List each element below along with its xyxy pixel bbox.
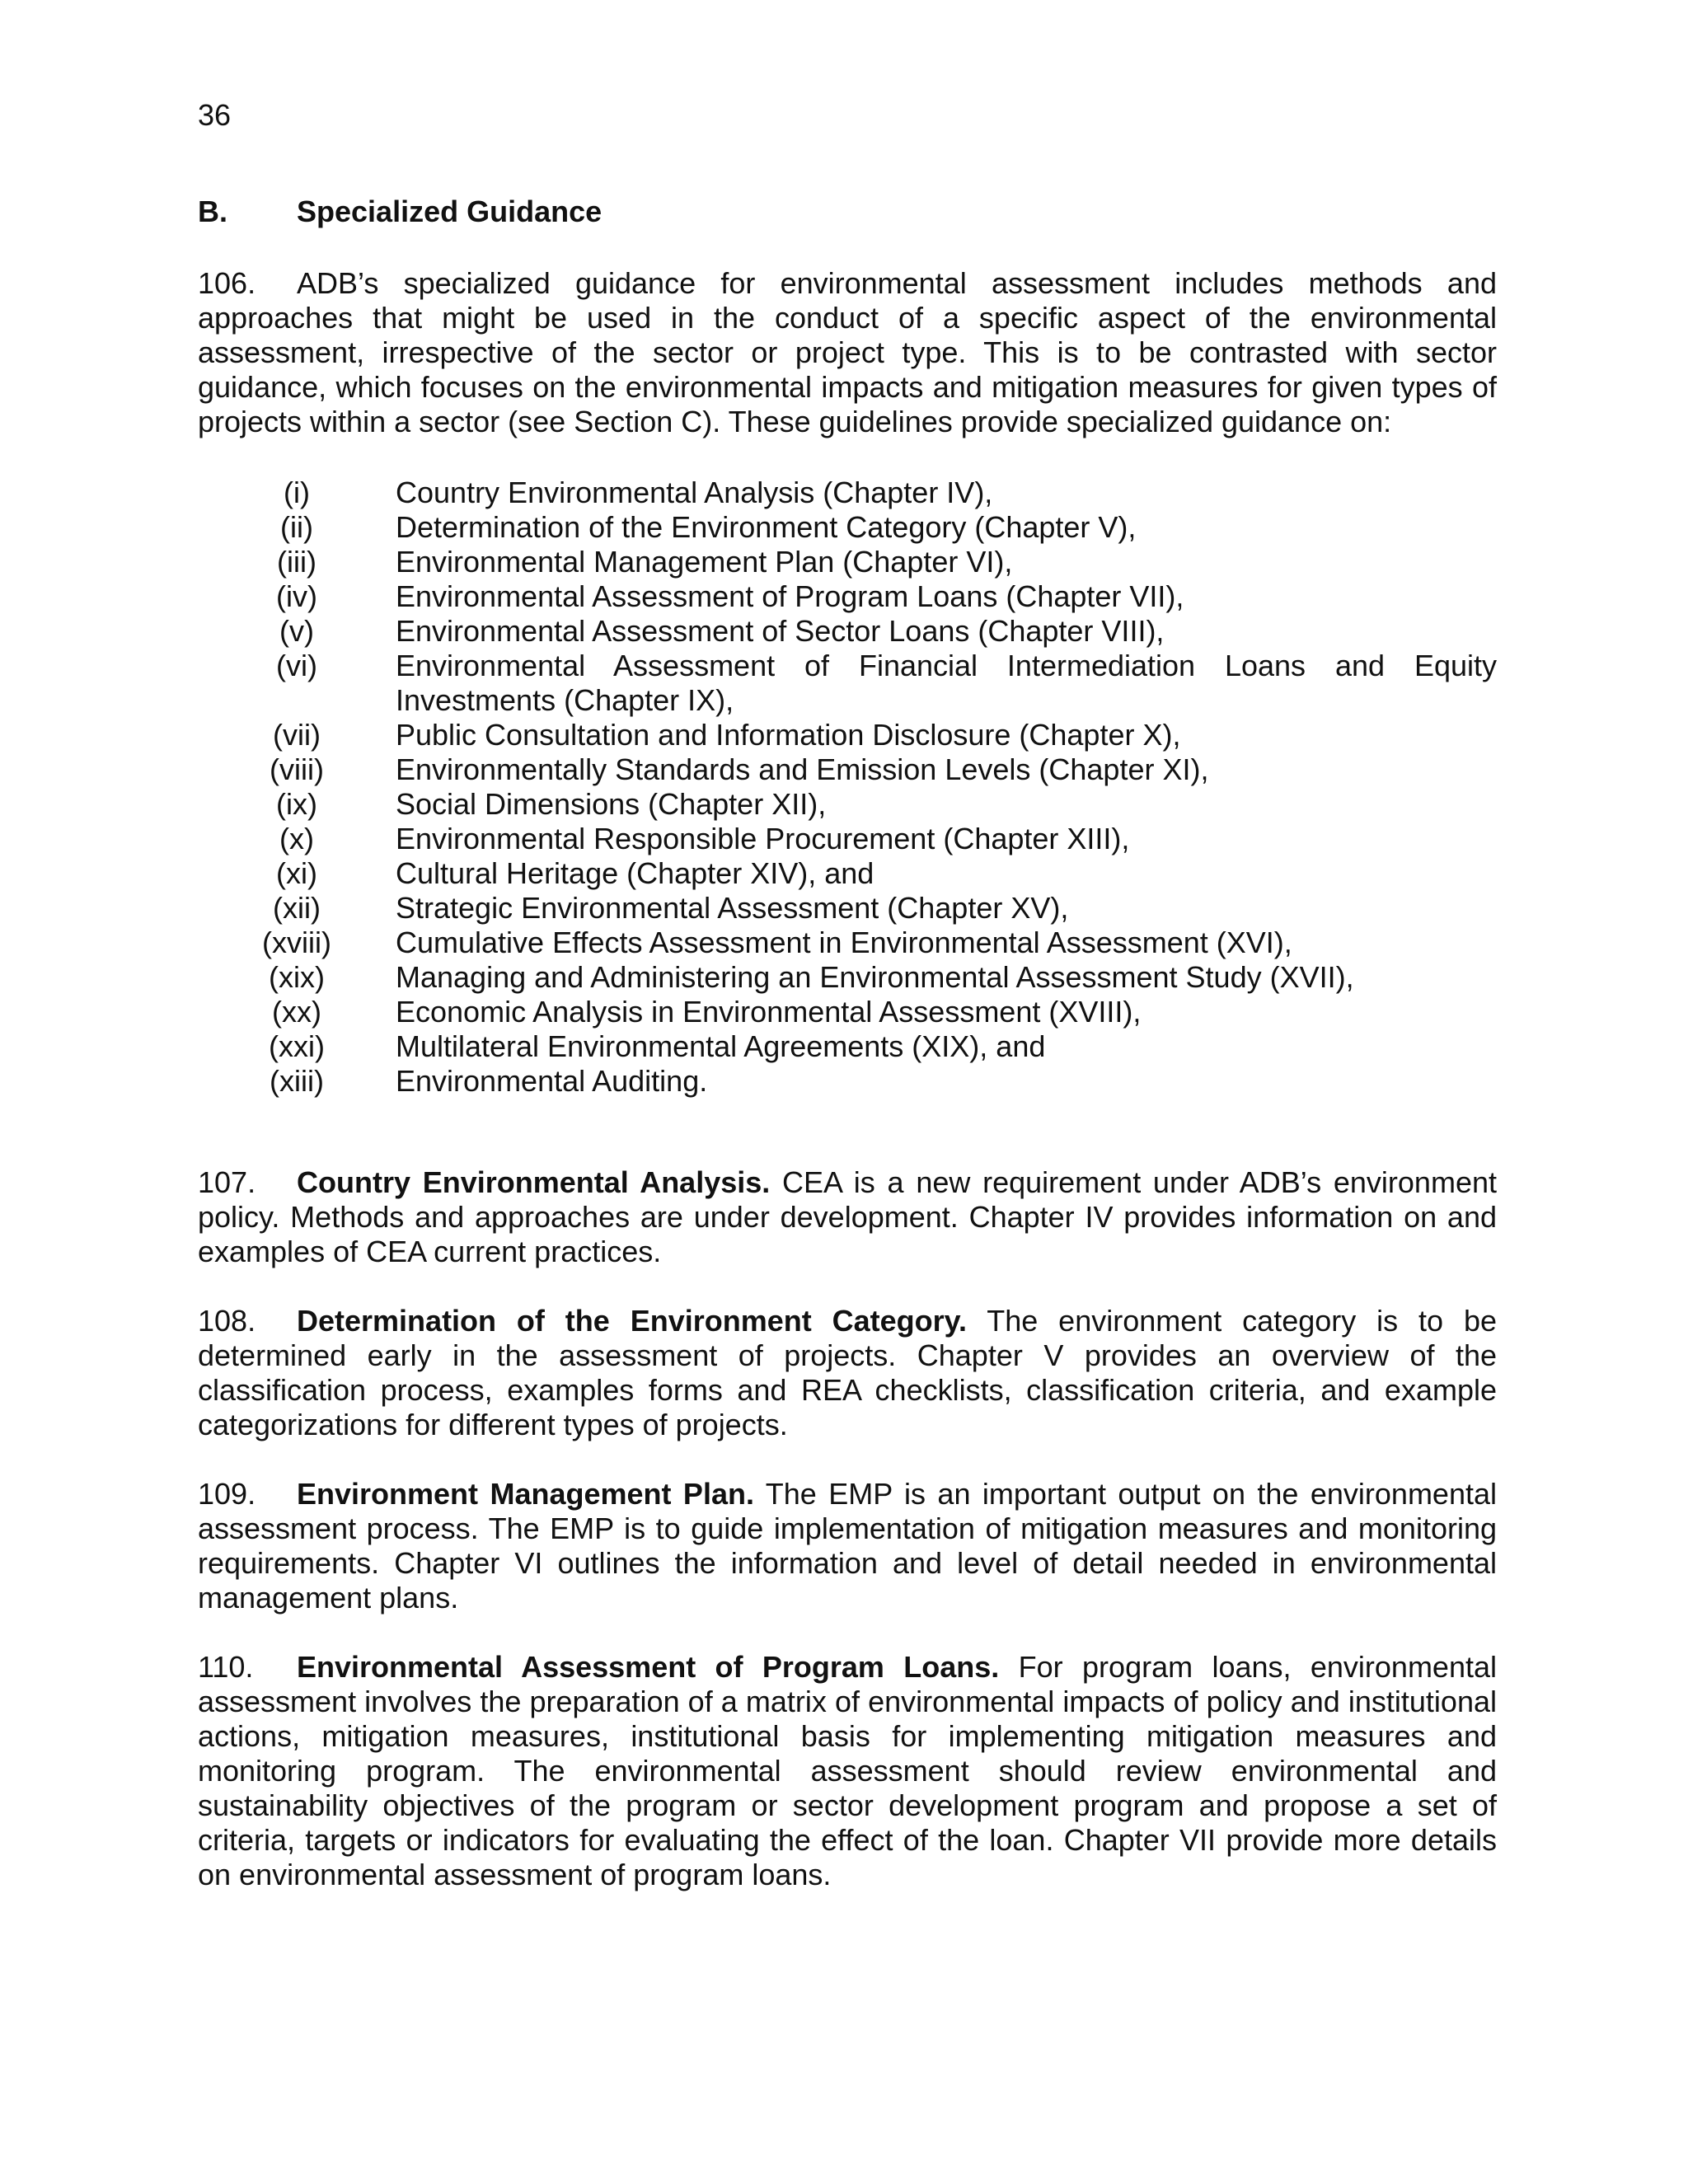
list-item-text: Economic Analysis in Environmental Assessment (XVIII), [396,995,1142,1029]
list-marker: (xx) [272,995,321,1029]
list-item-text: Public Consultation and Information Disclosure (Chapter X), [396,718,1181,752]
list-item-text: Environmental Auditing. [396,1064,708,1098]
section-title: Specialized Guidance [297,194,603,228]
paragraph-text: The EMP is an important output on the environmental assessment process. The EMP is to guide implementation of mitigation measures and monitoring requirements. Chapter VI outlines the information and level of detail needed in environmental management plans. [198,1477,1497,1615]
section-heading [198,194,602,229]
list-item-text: Environmental Assessment of Program Loans (Chapter VII), [396,579,1184,613]
paragraph-text: ADB’s specialized guidance for environmental assessment includes methods and approaches that might be used in the conduct of a specific aspect of the environmental assessment, irrespective of the sector or project type. This is to be contrasted with sector guidance, which focuses on the environmental impacts and mitigation measures for given types of projects within a sector (see Section C). These guidelines provide specialized guidance on: [198,266,1497,438]
paragraph-109 [198,1477,1497,1615]
body-content [198,266,1497,1892]
section-letter: B. [198,194,227,228]
list-marker: (iv) [276,579,317,613]
list-marker: (vi) [276,649,317,682]
list-marker: (viii) [270,752,324,786]
list-item [198,995,1497,1029]
list-item-text: Environmental Responsible Procurement (Chapter XIII), [396,822,1130,855]
list-marker: (ii) [280,510,313,544]
paragraph-number: 110. [198,1650,254,1684]
list-item [198,649,1497,718]
paragraph-107 [198,1165,1497,1269]
spacer [198,1442,1497,1477]
paragraph-108 [198,1304,1497,1442]
list-marker: (iii) [277,545,316,579]
list-item [198,1064,1497,1099]
list-item [198,752,1497,787]
list-item-text: Country Environmental Analysis (Chapter IV), [396,476,993,509]
paragraph-text: For program loans, environmental assessment involves the preparation of a matrix of environmental impacts of policy and institutional actions, mitigation measures, institutional basis for implementing mitigation measures and monitoring program. The environmental assessment should review environmental and sustainability objectives of the program or sector development program and propose a set of criteria, targets or indicators for evaluating the effect of the loan. Chapter VII provide more details on environmental assessment of program loans. [198,1650,1497,1891]
list-item [198,1029,1497,1064]
list-marker: (xii) [273,891,321,925]
list-item [198,891,1497,926]
paragraph-text: The environment category is to be determined early in the assessment of projects. Chapter V provides an overview of the classification process, examples forms and REA checklists, classification criteria, and example categorizations for different types of projects. [198,1304,1498,1441]
list-item-text: Managing and Administering an Environmental Assessment Study (XVII), [396,960,1354,994]
spacer [198,1269,1497,1304]
list-item-text: Social Dimensions (Chapter XII), [396,787,827,821]
list-item-text: Environmental Assessment of Financial Intermediation Loans and Equity Investments (Chapter IX), [396,649,1497,717]
list-item [198,926,1497,960]
paragraph-number: 108. [198,1304,256,1338]
list-item-text: Environmental Assessment of Sector Loans (Chapter VIII), [396,614,1165,648]
list-item [198,960,1497,995]
paragraph-number: 109. [198,1477,256,1511]
list-marker: (xix) [269,960,325,994]
list-marker: (x) [279,822,314,855]
list-item [198,476,1497,510]
list-item [198,822,1497,856]
paragraph-lead: Country Environmental Analysis. [297,1165,771,1199]
list-item [198,787,1497,822]
list-marker: (v) [279,614,314,648]
list-marker: (xiii) [270,1064,324,1098]
spacer [198,1099,1497,1165]
list-item [198,718,1497,752]
list-item-text: Determination of the Environment Category (Chapter V), [396,510,1137,544]
list-item-text: Multilateral Environmental Agreements (XIX), and [396,1029,1046,1063]
list-marker: (xviii) [262,926,331,959]
list-item [198,579,1497,614]
list-item-text: Environmentally Standards and Emission Levels (Chapter XI), [396,752,1209,786]
list-item-text: Strategic Environmental Assessment (Chapter XV), [396,891,1069,925]
list-marker: (i) [284,476,310,509]
paragraph-lead: Environmental Assessment of Program Loans. [297,1650,1000,1684]
page-number: 36 [198,98,232,132]
list-marker: (vii) [273,718,321,752]
list-item-text: Environmental Management Plan (Chapter VI), [396,545,1013,579]
list-marker: (xi) [276,856,317,890]
list-item [198,614,1497,649]
list-item-text: Cultural Heritage (Chapter XIV), and [396,856,874,890]
paragraph-number: 106. [198,266,256,300]
list-item [198,545,1497,579]
paragraph-110 [198,1650,1497,1892]
paragraph-number: 107. [198,1165,256,1199]
list-marker: (xxi) [269,1029,325,1063]
paragraph-lead: Environment Management Plan. [297,1477,754,1511]
list-marker: (ix) [276,787,317,821]
list-item-text: Cumulative Effects Assessment in Environmental Assessment (XVI), [396,926,1292,959]
list-item [198,510,1497,545]
paragraph-text: CEA is a new requirement under ADB’s environment policy. Methods and approaches are under development. Chapter IV provides information on and examples of CEA current practices. [198,1165,1497,1268]
paragraph-lead: Determination of the Environment Category. [297,1304,967,1338]
paragraph-106 [198,266,1497,439]
spacer [198,1615,1497,1650]
list-item [198,856,1497,891]
guidance-list [198,476,1497,1099]
